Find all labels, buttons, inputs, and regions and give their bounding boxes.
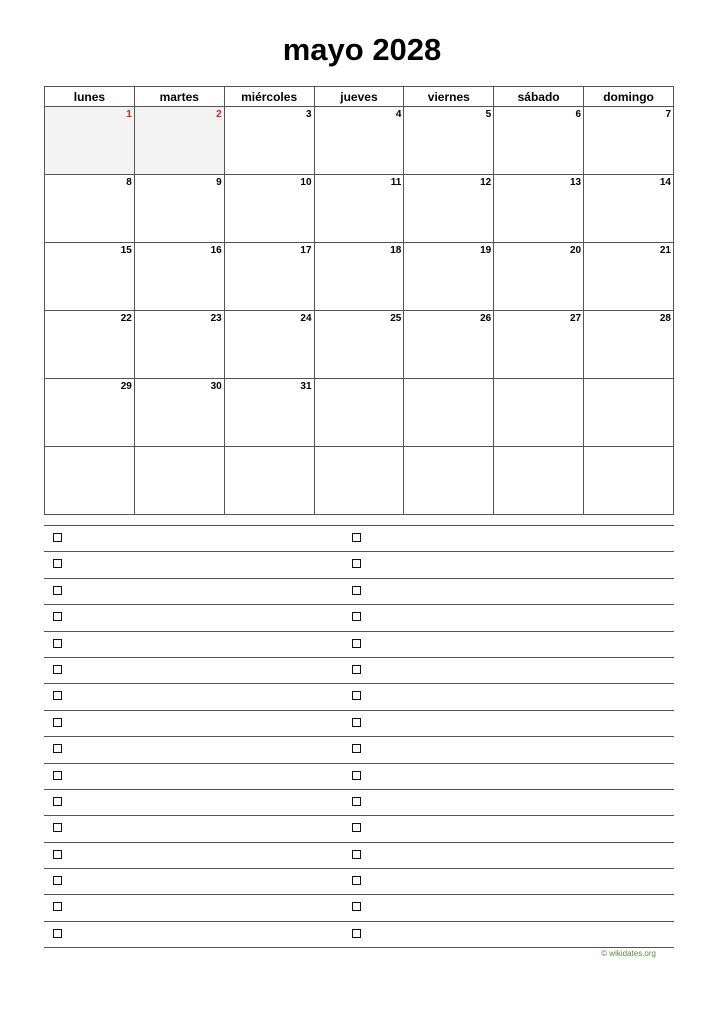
day-cell [314, 243, 404, 311]
day-number: 28 [659, 313, 671, 324]
holiday-day-number: 1 [126, 109, 132, 120]
day-cell [404, 379, 494, 447]
day-cell [134, 311, 224, 379]
checkbox-icon[interactable] [53, 771, 62, 780]
note-row [44, 632, 674, 658]
day-cell [584, 311, 674, 379]
day-cell [45, 447, 135, 515]
note-row [44, 922, 674, 948]
weekday-header: martes [134, 87, 224, 107]
day-number: 25 [390, 313, 402, 324]
day-cell [584, 379, 674, 447]
day-cell [45, 311, 135, 379]
day-cell [494, 243, 584, 311]
day-number: 10 [300, 177, 312, 188]
checkbox-icon[interactable] [53, 559, 62, 568]
checkbox-icon[interactable] [352, 691, 361, 700]
checkbox-icon[interactable] [352, 559, 361, 568]
day-number [315, 447, 404, 449]
day-cell [584, 243, 674, 311]
day-number: 9 [216, 177, 222, 188]
checkbox-icon[interactable] [352, 533, 361, 542]
day-cell [314, 311, 404, 379]
weekday-header: lunes [45, 87, 135, 107]
day-cell [314, 175, 404, 243]
checkbox-icon[interactable] [352, 639, 361, 648]
day-number: 16 [210, 245, 222, 256]
checkbox-icon[interactable] [352, 823, 361, 832]
day-number: 18 [390, 245, 402, 256]
day-cell [134, 379, 224, 447]
checkbox-icon[interactable] [352, 718, 361, 727]
weekday-header: sábado [494, 87, 584, 107]
day-cell [584, 107, 674, 175]
day-number: 30 [210, 381, 222, 392]
holiday-day-number: 2 [216, 109, 222, 120]
calendar-grid [45, 107, 674, 515]
day-cell [224, 243, 314, 311]
footer-credit: © wikidates.org [601, 949, 656, 958]
day-cell [494, 447, 584, 515]
checkbox-icon[interactable] [53, 665, 62, 674]
weekday-header: miércoles [224, 87, 314, 107]
note-row [44, 764, 674, 790]
day-cell [134, 447, 224, 515]
day-number [315, 379, 404, 381]
note-row [44, 684, 674, 710]
checkbox-icon[interactable] [53, 639, 62, 648]
day-cell [134, 175, 224, 243]
day-cell [45, 243, 135, 311]
day-number: 21 [659, 245, 671, 256]
day-number: 5 [485, 109, 492, 120]
day-cell [45, 379, 135, 447]
day-number: 29 [120, 381, 132, 392]
day-number [584, 447, 673, 449]
checkbox-icon[interactable] [53, 823, 62, 832]
note-row [44, 711, 674, 737]
day-cell [584, 175, 674, 243]
week-row [45, 379, 674, 447]
day-cell [494, 379, 584, 447]
day-cell [494, 175, 584, 243]
day-cell [404, 175, 494, 243]
day-number: 8 [126, 177, 132, 188]
note-row [44, 658, 674, 684]
notes-checklist [44, 525, 674, 948]
checkbox-icon[interactable] [352, 850, 361, 859]
checkbox-icon[interactable] [53, 612, 62, 621]
checkbox-icon[interactable] [352, 929, 361, 938]
day-cell [224, 175, 314, 243]
day-cell [314, 107, 404, 175]
day-cell [494, 311, 584, 379]
day-number: 26 [480, 313, 492, 324]
day-number [225, 447, 314, 449]
week-row [45, 311, 674, 379]
checkbox-icon[interactable] [53, 876, 62, 885]
day-cell [45, 175, 135, 243]
day-cell [404, 311, 494, 379]
day-number: 4 [395, 109, 402, 120]
weekday-header: viernes [404, 87, 494, 107]
week-row [45, 175, 674, 243]
note-row [44, 843, 674, 869]
checkbox-icon[interactable] [352, 876, 361, 885]
day-cell [314, 379, 404, 447]
checkbox-icon[interactable] [352, 797, 361, 806]
checkbox-icon[interactable] [53, 744, 62, 753]
note-row [44, 895, 674, 921]
checkbox-icon[interactable] [352, 665, 361, 674]
note-row [44, 605, 674, 631]
day-number: 13 [569, 177, 582, 188]
day-number [135, 447, 224, 449]
day-number: 3 [305, 109, 312, 120]
checkbox-icon[interactable] [53, 929, 62, 938]
day-cell [45, 107, 135, 175]
day-number: 19 [480, 245, 492, 256]
weekday-header: domingo [584, 87, 674, 107]
day-cell [224, 379, 314, 447]
note-row [44, 790, 674, 816]
day-cell [224, 447, 314, 515]
checkbox-icon[interactable] [53, 533, 62, 542]
checkbox-icon[interactable] [53, 902, 62, 911]
day-number: 7 [665, 109, 671, 120]
checkbox-icon[interactable] [352, 902, 361, 911]
day-number [494, 379, 583, 381]
day-cell [224, 107, 314, 175]
day-cell [224, 311, 314, 379]
checkbox-icon[interactable] [352, 612, 361, 621]
note-row [44, 869, 674, 895]
checkbox-icon[interactable] [53, 718, 62, 727]
checkbox-icon[interactable] [53, 691, 62, 700]
checkbox-icon[interactable] [53, 797, 62, 806]
day-cell [314, 447, 404, 515]
day-cell [584, 447, 674, 515]
day-cell [404, 243, 494, 311]
note-row [44, 816, 674, 842]
day-number: 31 [300, 381, 312, 392]
checkbox-icon[interactable] [352, 744, 361, 753]
day-cell [134, 243, 224, 311]
day-number: 24 [300, 313, 312, 324]
day-number: 14 [659, 177, 671, 188]
checkbox-icon[interactable] [53, 586, 62, 595]
day-number [584, 379, 673, 381]
day-number [494, 447, 583, 449]
day-number: 6 [575, 109, 582, 120]
day-number: 22 [120, 313, 132, 324]
note-row [44, 579, 674, 605]
checkbox-icon[interactable] [352, 586, 361, 595]
day-number [404, 447, 493, 449]
day-cell [404, 107, 494, 175]
day-number [45, 447, 134, 449]
day-cell [134, 107, 224, 175]
month-calendar [44, 86, 674, 515]
weekday-header: jueves [314, 87, 404, 107]
day-number: 11 [390, 177, 402, 188]
day-number [404, 379, 493, 381]
weekday-header-row [45, 87, 674, 107]
week-row [45, 243, 674, 311]
note-row [44, 526, 674, 552]
page-title: mayo 2028 [282, 32, 442, 67]
checkbox-icon[interactable] [352, 771, 361, 780]
day-cell [404, 447, 494, 515]
week-row [45, 107, 674, 175]
day-number: 27 [569, 313, 582, 324]
day-number: 20 [569, 245, 582, 256]
day-number: 15 [120, 245, 132, 256]
day-cell [494, 107, 584, 175]
note-row [44, 552, 674, 578]
checkbox-icon[interactable] [53, 850, 62, 859]
day-number: 17 [300, 245, 312, 256]
day-number: 23 [210, 313, 222, 324]
week-row [45, 447, 674, 515]
note-row [44, 737, 674, 763]
day-number: 12 [480, 177, 492, 188]
